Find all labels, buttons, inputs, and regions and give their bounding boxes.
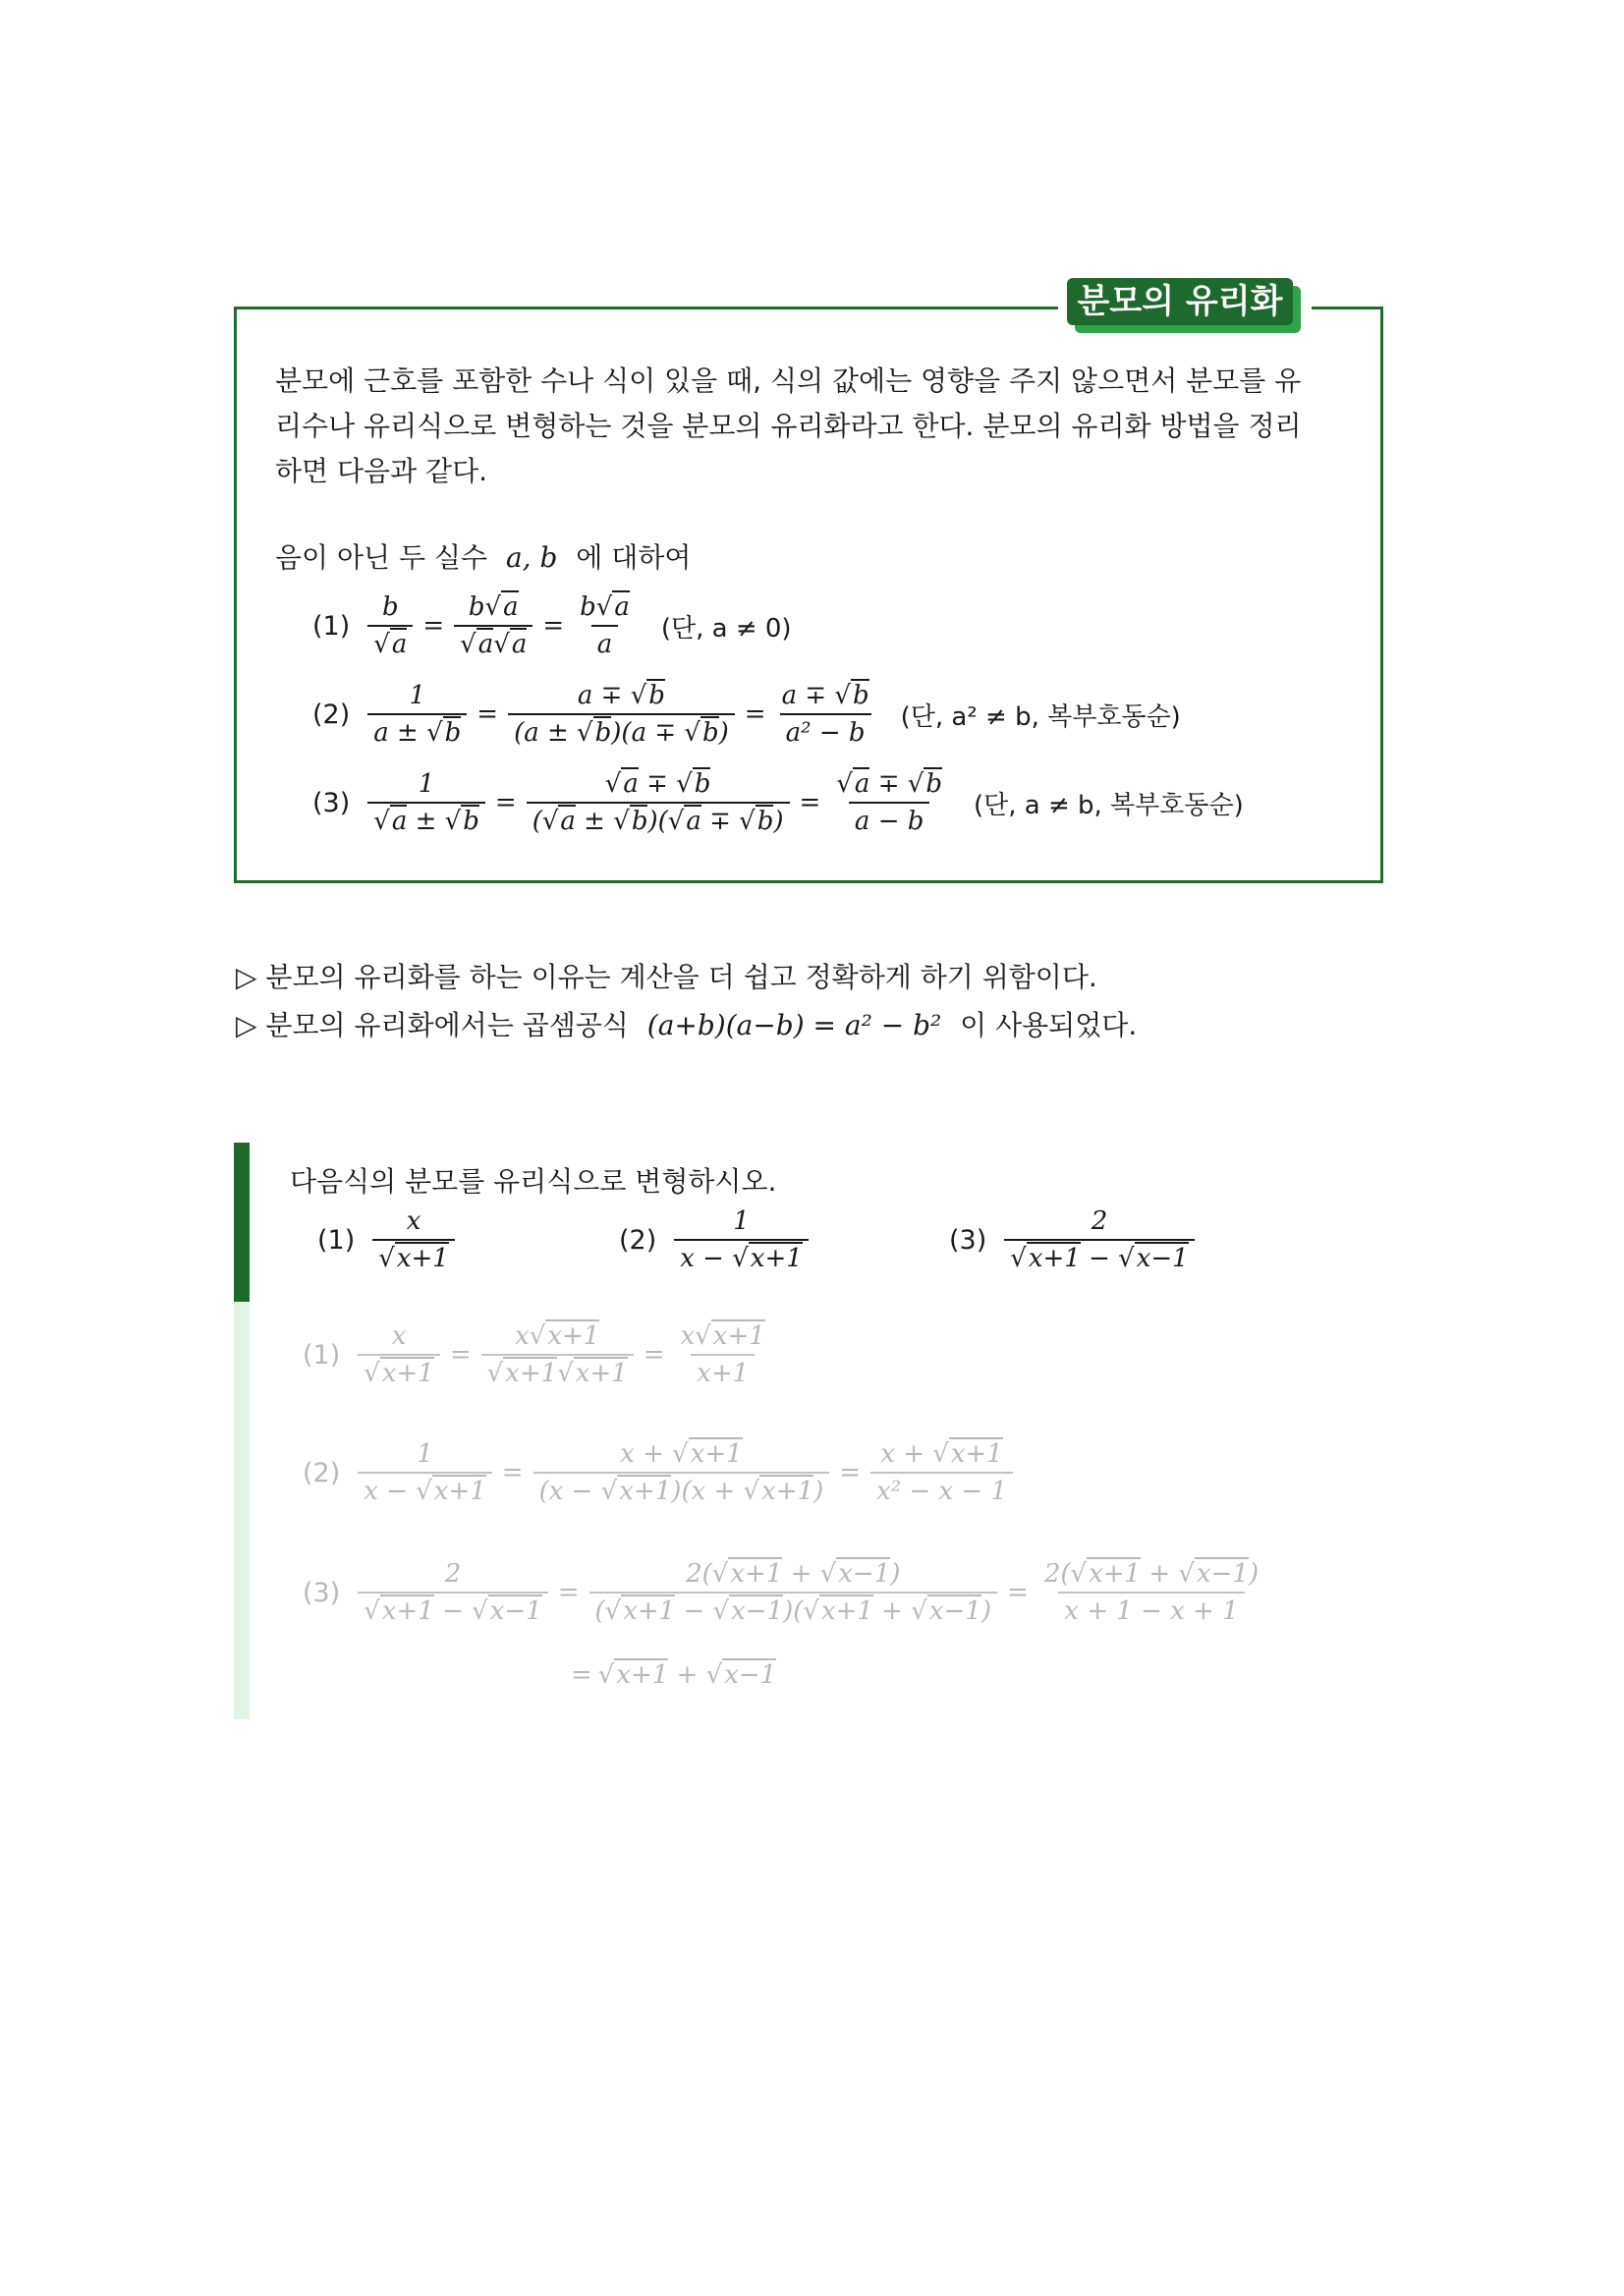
- note-2-text: ▷ 분모의 유리화에서는 곱셈공식: [236, 1009, 629, 1041]
- fraction: $\frac{b}{√a}$: [367, 592, 413, 659]
- answer-2: (2) $\frac{1}{x - √x+1}$ = $\frac{x + √x+1}{(x - √x+1)(x + √x+1)}$ = $\frac{x + √x+1}{\text{x² − x − 1}}$: [303, 1439, 1017, 1506]
- fraction: $\frac{b√a}{√a√a}$: [454, 592, 532, 659]
- fraction: $\frac{1}{x - √x+1}$: [674, 1206, 809, 1273]
- formula-2: (2) $\frac{1}{a \pm √b}$ = $\frac{a \mp √b}{(a \pm √b)(a \mp √b)}$ = $\frac{a \mp √b}{\text{a² − b}}$ (단, a² ≠ b, 복부호동순): [312, 681, 1181, 748]
- answer-3: (3) $\frac{2}{√x+1 - √x-1}$ = $\frac{2(√x+1 + √x-1)}{(√x+1 - √x-1)(√x+1 + √x-1)}$ = $\frac{2(√x+1 + √x-1)}{x + 1 - x + 1}$: [303, 1559, 1260, 1626]
- note-2-suffix: 이 사용되었다.: [960, 1009, 1138, 1041]
- problem-number: (3): [949, 1224, 987, 1256]
- answer-3-continued: = √x+1 + √x−1: [571, 1660, 777, 1690]
- intro-paragraph: 분모에 근호를 포함한 수나 식이 있을 때, 식의 값에는 영향을 주지 않으면서 분모를 유리수나 유리식으로 변형하는 것을 분모의 유리화라고 한다. 분모의 유리화 방법을 정리하면 다음과 같다.: [275, 364, 1302, 487]
- fraction: $\frac{a \mp √b}{\text{a² − b}}$: [781, 681, 869, 748]
- fraction: $\frac{a \mp √b}{(a \pm √b)(a \mp √b)}$: [508, 681, 735, 748]
- lead-text: 음이 아닌 두 실수: [275, 541, 488, 574]
- formula-3: (3) $\frac{1}{√a \pm √b}$ = $\frac{√a \mp √b}{(√a \pm √b)(√a \mp √b)}$ = $\frac{√a \mp √b}{a - b}$ (단, a ≠ b, 복부호동순): [312, 769, 1244, 836]
- formula-condition: (단, a ≠ b, 복부호동순): [973, 790, 1244, 820]
- answer-number: (1): [303, 1339, 341, 1371]
- formula-condition: (단, a ≠ 0): [660, 613, 792, 644]
- box-title-badge: [1058, 278, 1312, 329]
- problem-title: 다음식의 분모를 유리식으로 변형하시오.: [290, 1165, 777, 1198]
- fraction: $\frac{1}{a \pm √b}$: [367, 681, 467, 748]
- lead-suffix: 에 대하여: [576, 541, 692, 574]
- answer-number: (2): [303, 1457, 341, 1488]
- problem-bar: [234, 1143, 250, 1302]
- answer-number: (3): [303, 1577, 341, 1608]
- fraction: $\frac{√a \mp √b}{(√a \pm √b)(√a \mp √b)}$: [527, 769, 790, 836]
- problem-item-3: [949, 1206, 1199, 1273]
- formula-number: (3): [312, 787, 351, 818]
- problem-item-2: [619, 1206, 812, 1273]
- box-title: 분모의 유리화: [1067, 278, 1293, 325]
- note-1: ▷ 분모의 유리화를 하는 이유는 계산을 더 쉽고 정확하게 하기 위함이다.: [236, 961, 1097, 993]
- fraction: $\frac{1}{√a \pm √b}$: [367, 769, 485, 836]
- note-2: [236, 1006, 1137, 1045]
- formula-number: (1): [312, 610, 351, 642]
- formula-condition: (단, a² ≠ b, 복부호동순): [900, 701, 1181, 732]
- fraction: $\frac{b√a}{a}$: [580, 592, 630, 659]
- answer-bar: [234, 1302, 250, 1719]
- problem-item-1: [317, 1206, 459, 1273]
- formula-1: (1) $\frac{b}{√a}$ = $\frac{b√a}{√a√a}$ = $\frac{b√a}{a}$ (단, a ≠ 0): [312, 592, 792, 659]
- formula-number: (2): [312, 699, 351, 730]
- fraction: $\frac{x}{√x+1}$: [372, 1206, 455, 1273]
- fraction: $\frac{2}{√x+1 - √x-1}$: [1004, 1206, 1194, 1273]
- lead-line: [275, 538, 691, 578]
- problem-number: (2): [619, 1224, 657, 1256]
- note-2-formula: (a+b)(a−b) = a² − b²: [646, 1009, 942, 1041]
- problem-number: (1): [317, 1224, 356, 1256]
- answer-1: (1) $\frac{x}{√x+1}$ = $\frac{x√x+1}{√x+1√x+1}$ = $\frac{x√x+1}{x+1}$: [303, 1321, 765, 1388]
- lead-vars: a, b: [505, 541, 558, 574]
- fraction: $\frac{√a \mp √b}{a - b}$: [836, 769, 942, 836]
